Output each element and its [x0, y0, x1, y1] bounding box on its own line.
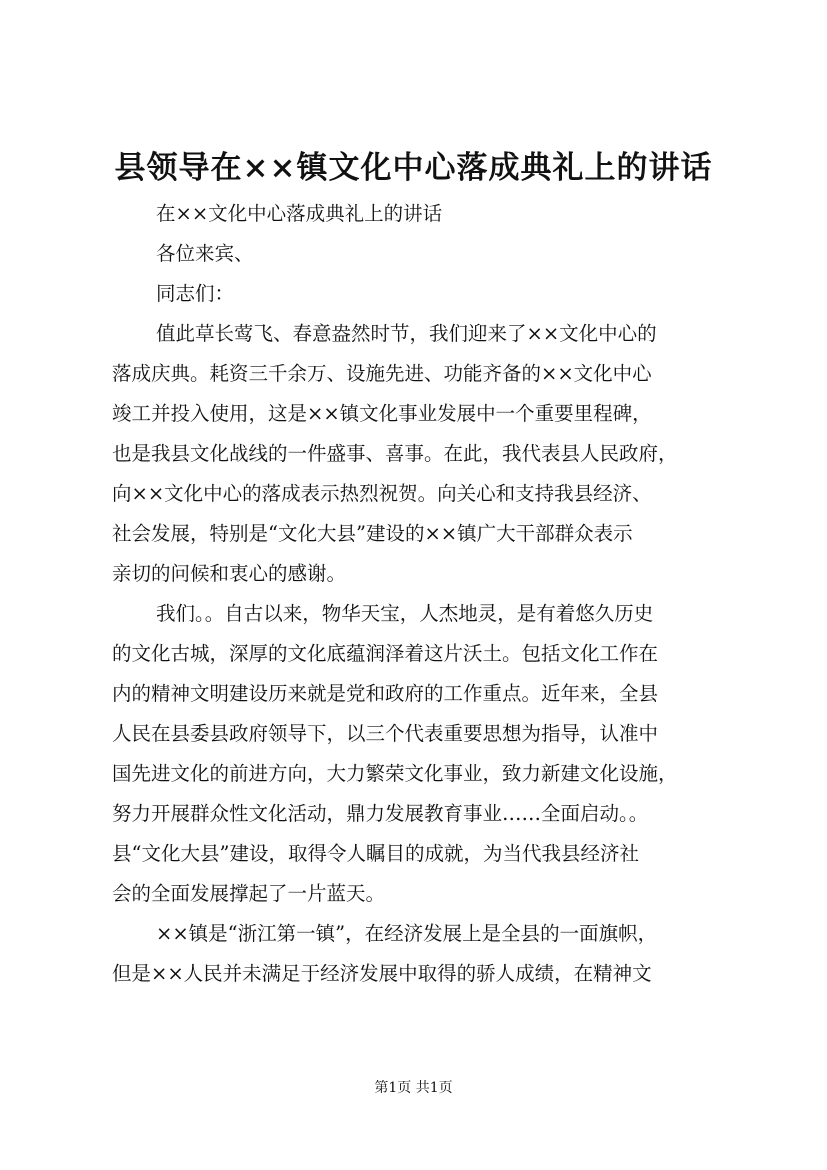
- paragraph-line: 也是我县文化战线的一件盛事、喜事。在此，我代表县人民政府，: [112, 442, 678, 465]
- paragraph-line: 社会发展，特别是“文化大县”建设的××镇广大干部群众表示: [112, 522, 633, 545]
- document-title: 县领导在××镇文化中心落成典礼上的讲话: [114, 150, 713, 186]
- paragraph-line: 值此草长莺飞、春意盎然时节，我们迎来了××文化中心的: [156, 322, 657, 345]
- paragraph-line: 县“文化大县”建设，取得令人瞩目的成就，为当代我县经济社: [112, 842, 639, 865]
- page-number-footer: 第1页 共1页: [374, 1080, 453, 1096]
- document-body: [112, 194, 740, 994]
- paragraph-line: 但是××人民并未满足于经济发展中取得的骄人成绩，在精神文: [112, 962, 652, 985]
- paragraph-line: 落成庆典。耗资三千余万、设施先进、功能齐备的××文化中心: [112, 362, 652, 385]
- paragraph-line: 我们。。自古以来，物华天宝，人杰地灵，是有着悠久历史: [156, 602, 654, 625]
- salutation-line: 同志们：: [156, 282, 235, 305]
- paragraph-line: 亲切的问候和衷心的感谢。: [112, 562, 347, 585]
- paragraph-line: 努力开展群众性文化活动，鼎力发展教育事业……全面启动。。: [112, 802, 649, 825]
- paragraph-line: 的文化古城，深厚的文化底蕴润泽着这片沃土。包括文化工作在: [112, 642, 659, 665]
- paragraph-line: 国先进文化的前进方向，大力繁荣文化事业，致力新建文化设施，: [112, 762, 678, 785]
- paragraph-line: 人民在县委县政府领导下，以三个代表重要思想为指导，认准中: [112, 722, 659, 745]
- paragraph-line: 会的全面发展撑起了一片蓝天。: [112, 882, 386, 905]
- paragraph-line: 向××文化中心的落成表示热烈祝贺。向关心和支持我县经济、: [112, 482, 652, 505]
- paragraph-line: 内的精神文明建设历来就是党和政府的工作重点。近年来，全县: [112, 682, 659, 705]
- salutation-line: 各位来宾、: [156, 242, 254, 265]
- paragraph-line: ××镇是“浙江第一镇”，在经济发展上是全县的一面旗帜，: [156, 922, 658, 945]
- subtitle-line: 在××文化中心落成典礼上的讲话: [156, 202, 443, 225]
- paragraph-line: 竣工并投入使用，这是××镇文化事业发展中一个重要里程碑，: [112, 402, 652, 425]
